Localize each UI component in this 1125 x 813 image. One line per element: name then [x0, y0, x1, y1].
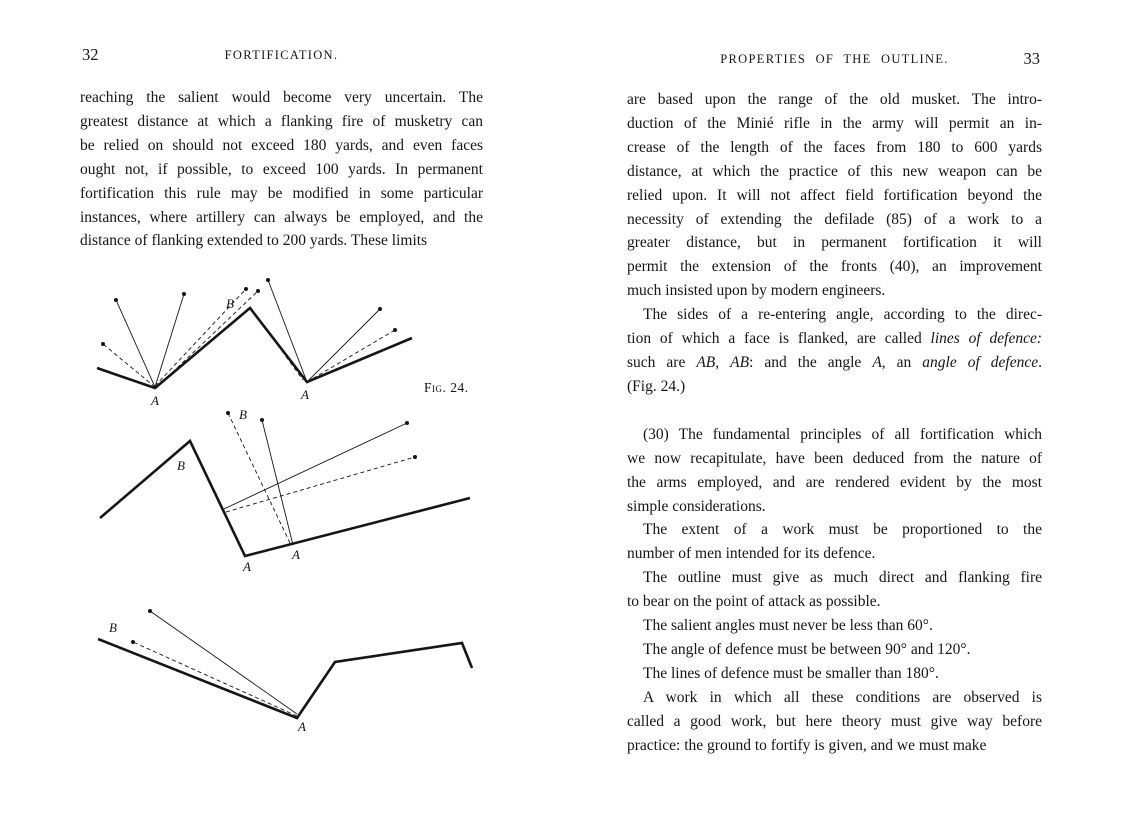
text-line: reaching the salient would become very uncertain. The	[80, 89, 483, 106]
text-line: crease of the length of the faces from 180 to 600 yards	[627, 138, 1042, 156]
text-line: The extent of a work must be proportioned to the	[643, 521, 1042, 539]
text-line: greatest distance at which a flanking fire of musketry can	[80, 112, 483, 130]
figure-label-a: A	[298, 719, 306, 734]
shot-dot	[413, 455, 417, 459]
text-line: such are AB, AB: and the angle A, an angle of defence.	[627, 353, 1042, 371]
paragraph	[627, 686, 1042, 758]
paragraph	[627, 303, 1042, 399]
right-body	[627, 88, 1042, 757]
text-line: we now recapitulate, have been deduced from the nature of	[627, 449, 1042, 467]
paragraph	[627, 88, 1042, 303]
page-number-right: 33	[1023, 49, 1040, 68]
paragraph	[627, 518, 1042, 566]
shot-dot	[114, 298, 118, 302]
text-line: ought not, if possible, to exceed 100 yards. In permanent	[80, 160, 483, 178]
fire-line	[155, 294, 184, 387]
figure-label-a: A	[301, 387, 309, 402]
fire-line	[268, 280, 307, 382]
text-line: The outline must give as much direct and flanking fire	[643, 569, 1042, 587]
text-line: The salient angles must never be less than 60°.	[643, 617, 933, 635]
defence-line-dashed	[228, 413, 290, 543]
running-head-left: FORTIFICATION.	[224, 48, 339, 62]
shot-dot	[260, 418, 264, 422]
text-line: practice: the ground to fortify is given, and we must make	[627, 736, 987, 754]
running-head-right: PROPERTIES OF THE OUTLINE.	[720, 52, 949, 66]
rampart-outlines	[97, 308, 472, 718]
text-line: to bear on the point of attack as possible.	[627, 593, 881, 611]
text-line: The sides of a re-entering angle, according to the direc-	[643, 306, 1042, 324]
shot-dot	[266, 278, 270, 282]
shot-dot	[256, 289, 260, 293]
left-body-paragraph	[80, 86, 483, 253]
text-line: duction of the Minié rifle in the army will permit an in-	[627, 114, 1042, 132]
shot-dot	[393, 328, 397, 332]
defence-line-dashed	[133, 642, 297, 716]
figure-label-a: A	[151, 393, 159, 408]
shot-dot	[244, 287, 248, 291]
figure-label-b: B	[177, 458, 185, 473]
text-line: distance, at which the practice of this new weapon can be	[627, 162, 1042, 180]
shot-dot	[148, 609, 152, 613]
text-line: fortification this rule may be modified in some particular	[80, 184, 483, 202]
text-line: (30) The fundamental principles of all fortification which	[643, 425, 1042, 443]
page-number-left: 32	[82, 45, 99, 64]
figure-label-a: A	[292, 547, 300, 562]
text-line: relied upon. It will not affect field fortification beyond the	[627, 186, 1042, 204]
fire-line	[224, 423, 407, 509]
fire-line	[262, 420, 293, 545]
text-line: called a good work, but here theory must give way before	[627, 712, 1042, 730]
shot-dot	[405, 421, 409, 425]
text-line: The angle of defence must be between 90° and 120°.	[643, 640, 971, 658]
left-page-header	[80, 45, 483, 70]
text-line: A work in which all these conditions are observed is	[643, 688, 1042, 706]
shot-dot	[101, 342, 105, 346]
paragraph	[627, 614, 1042, 638]
figure-label-b: B	[226, 296, 234, 311]
figure-label-b: B	[239, 407, 247, 422]
rampart-bottom	[98, 639, 472, 718]
shot-dot	[182, 292, 186, 296]
text-line: tion of which a face is flanked, are called lines of defence:	[627, 330, 1042, 348]
text-line: permit the extension of the fronts (40), an improvement	[627, 258, 1042, 276]
text-line: distance of flanking extended to 200 yards. These limits	[80, 232, 428, 250]
text-line: be relied on should not exceed 180 yards, and even faces	[80, 136, 483, 154]
text-line: instances, where artillery can always be employed, and the	[80, 208, 483, 226]
defence-line-dashed	[103, 344, 155, 387]
left-page	[80, 45, 483, 253]
shot-dot	[226, 411, 230, 415]
paragraph	[627, 423, 1042, 519]
paragraph	[627, 638, 1042, 662]
text-line: much insisted upon by modern engineers.	[627, 282, 886, 300]
text-line: number of men intended for its defence.	[627, 545, 876, 563]
text-line: necessity of extending the defilade (85) of a work to a	[627, 210, 1042, 228]
text-line: the arms employed, and are rendered evident by the most	[627, 473, 1042, 491]
text-line: simple considerations.	[627, 497, 766, 515]
figure-caption: Fig. 24.	[424, 380, 469, 395]
figure-label-b: B	[109, 620, 117, 635]
defence-line-dashed	[226, 457, 415, 512]
shot-dot	[378, 307, 382, 311]
text-line: greater distance, but in permanent fortification it will	[627, 234, 1042, 252]
right-page	[627, 49, 1042, 757]
defence-lines-dashed	[103, 289, 415, 716]
text-line: (Fig. 24.)	[627, 377, 686, 395]
figure-24-illustration	[80, 262, 525, 767]
figure-label-a: A	[243, 559, 251, 574]
fire-line	[116, 300, 155, 387]
right-page-header	[627, 49, 1042, 74]
shot-dot	[131, 640, 135, 644]
text-line: The lines of defence must be smaller than 180°.	[643, 664, 939, 682]
text-line: are based upon the range of the old musket. The intro-	[627, 91, 1042, 108]
figure-labels	[109, 296, 309, 734]
fire-lines-solid	[116, 280, 407, 714]
fire-line	[150, 611, 297, 714]
paragraph	[627, 566, 1042, 614]
paragraph	[627, 662, 1042, 686]
rampart-top	[97, 308, 412, 388]
shot-dots	[101, 278, 417, 644]
